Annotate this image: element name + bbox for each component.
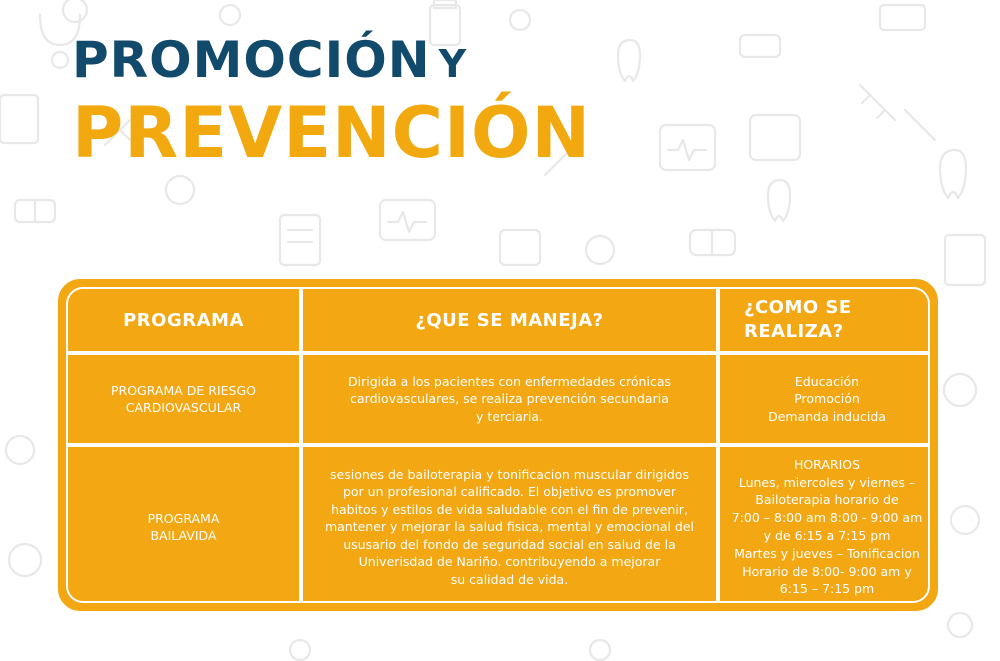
cell-text-line: Demanda inducida bbox=[768, 408, 886, 424]
page-title bbox=[72, 30, 591, 172]
row1-como-se-realiza bbox=[720, 355, 930, 443]
tooth-icon bbox=[618, 40, 966, 221]
cell-text-line: Lunes, miercoles y viernes – bbox=[738, 474, 916, 490]
row2-que-se-maneja bbox=[303, 447, 716, 603]
title-connector: Y bbox=[438, 42, 468, 86]
cell-text-line: sesiones de bailoterapia y tonificacion muscular dirigidos bbox=[330, 466, 689, 482]
cell-text-line: CARDIOVASCULAR bbox=[125, 400, 242, 415]
cell-text-line: PROGRAMA bbox=[147, 510, 220, 526]
row1-programa bbox=[68, 355, 299, 443]
cell-text-line: Horario de 8:00- 9:00 am y bbox=[742, 563, 912, 579]
cell-text-line: Univerisdad de Nariño. contribuyendo a mejorar bbox=[358, 554, 661, 570]
cell-text-line: mantener y mejorar la salud fisica, mental y emocional del bbox=[324, 519, 695, 535]
header-como-se-realiza: ¿COMO SE REALIZA? bbox=[744, 297, 852, 342]
cell-text-line: BAILAVIDA bbox=[150, 528, 217, 543]
cell-text-line: habitos y estilos de vida saludable con el fin de prevenir, bbox=[331, 501, 688, 517]
row2-programa bbox=[68, 447, 299, 603]
cell-text-line: Martes y jueves – Tonificacion bbox=[734, 545, 920, 561]
cell-text-line: Bailoterapia horario de bbox=[755, 492, 899, 508]
cell-text-line: su calidad de vida. bbox=[450, 571, 569, 587]
header-programa: PROGRAMA bbox=[123, 309, 244, 331]
cell-text-line: 7:00 – 8:00 am 8:00 - 9:00 am bbox=[731, 510, 923, 526]
title-line-promocion: PROMOCIÓN bbox=[72, 31, 431, 89]
cell-text-line: HORARIOS bbox=[793, 456, 861, 472]
cell-text-line: 6:15 – 7:15 pm bbox=[779, 581, 875, 597]
cell-text-line: por un profesional calificado. El objetivo es promover bbox=[342, 484, 677, 500]
cell-text-line: ususario del fondo de seguridad social en salud de la bbox=[343, 536, 676, 552]
cell-text-line: y de 6:15 a 7:15 pm bbox=[763, 528, 891, 543]
cell-text-line: Educación bbox=[794, 373, 860, 389]
row2-como-se-realiza bbox=[720, 447, 930, 603]
cell-text-line: cardiovasculares, se realiza prevención secundaria bbox=[350, 391, 669, 407]
header-que-se-maneja: ¿QUE SE MANEJA? bbox=[415, 309, 604, 331]
row1-que-se-maneja bbox=[303, 355, 716, 443]
cell-text-line: Promoción bbox=[794, 391, 860, 407]
cell-text-line: Dirigida a los pacientes con enfermedades crónicas bbox=[348, 373, 671, 389]
programs-table bbox=[58, 279, 938, 611]
cell-text-line: y terciaria. bbox=[475, 408, 544, 424]
cell-text-line: PROGRAMA DE RIESGO bbox=[110, 382, 256, 398]
title-line-prevencion: PREVENCIÓN bbox=[72, 92, 592, 174]
